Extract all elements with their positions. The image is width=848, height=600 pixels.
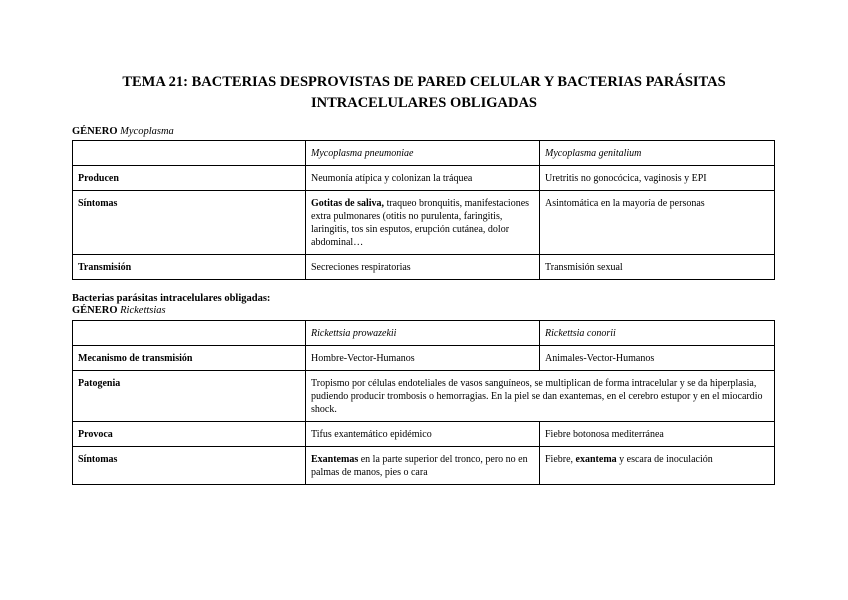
section-subheading: Bacterias parásitas intracelulares obligadas: <box>72 293 271 304</box>
table-cell: Uretritis no gonocócica, vaginosis y EPI <box>540 166 775 191</box>
row-label: Síntomas <box>73 447 306 485</box>
merged-cell: Tropismo por células endoteliales de vasos sanguíneos, se multiplican de forma intracelular y se da hiperplasia, pudiendo producir trombosis o hemorragias. En la piel se dan exantemas, en el cerebro estupor y en el miocardio shock. <box>306 371 775 422</box>
table-cell <box>306 191 540 255</box>
page-title-line-2: INTRACELULARES OBLIGADAS <box>310 95 537 111</box>
row-label: Mecanismo de transmisión <box>73 346 306 371</box>
table-row <box>73 191 775 255</box>
table-cell <box>306 447 540 485</box>
cell-text: traqueo bronquitis, manifestaciones extra pulmonares (otitis no purulenta, faringitis, laringitis, tos sin esputos, erupción cutánea, dolor abdominal… <box>311 198 530 248</box>
row-label: Provoca <box>73 422 306 447</box>
table-row <box>73 346 775 371</box>
row-label: Síntomas <box>73 191 306 255</box>
genus-heading-rickettsias <box>72 305 166 317</box>
genus-label: GÉNERO <box>72 126 118 137</box>
empty-header-cell <box>73 141 306 166</box>
table-row <box>73 371 775 422</box>
genus-name: Rickettsias <box>120 305 166 316</box>
genus-heading-mycoplasma <box>72 126 174 138</box>
table-cell: Transmisión sexual <box>540 255 775 280</box>
genus-label: GÉNERO <box>72 305 118 316</box>
table-cell <box>540 447 775 485</box>
cell-text: en la parte superior del tronco, pero no en palmas de manos, pies o cara <box>311 454 528 478</box>
page-title <box>72 72 776 114</box>
mycoplasma-table <box>72 140 775 280</box>
table-cell: Asintomática en la mayoría de personas <box>540 191 775 255</box>
table-cell: Neumonía atípica y colonizan la tráquea <box>306 166 540 191</box>
table-row <box>73 166 775 191</box>
column-header: Mycoplasma genitalium <box>540 141 775 166</box>
column-header: Rickettsia conorii <box>540 321 775 346</box>
table-row <box>73 255 775 280</box>
row-label: Patogenia <box>73 371 306 422</box>
table-cell: Hombre-Vector-Humanos <box>306 346 540 371</box>
table-header-row <box>73 321 775 346</box>
table-cell: Tifus exantemático epidémico <box>306 422 540 447</box>
page-title-line-1: TEMA 21: BACTERIAS DESPROVISTAS DE PARED CELULAR Y BACTERIAS PARÁSITAS <box>122 74 726 90</box>
row-label: Producen <box>73 166 306 191</box>
emphasis-text: exantema <box>575 454 617 465</box>
table-cell: Fiebre botonosa mediterránea <box>540 422 775 447</box>
empty-header-cell <box>73 321 306 346</box>
table-row <box>73 447 775 485</box>
column-header: Mycoplasma pneumoniae <box>306 141 540 166</box>
cell-text: Fiebre, <box>545 454 576 465</box>
table-cell: Secreciones respiratorias <box>306 255 540 280</box>
emphasis-text: Gotitas de saliva, <box>311 198 385 209</box>
rickettsias-table <box>72 320 775 485</box>
column-header: Rickettsia prowazekii <box>306 321 540 346</box>
row-label: Transmisión <box>73 255 306 280</box>
table-cell: Animales-Vector-Humanos <box>540 346 775 371</box>
table-row <box>73 422 775 447</box>
emphasis-text: Exantemas <box>311 454 359 465</box>
table-header-row <box>73 141 775 166</box>
cell-text: y escara de inoculación <box>616 454 713 465</box>
genus-name: Mycoplasma <box>120 126 174 137</box>
